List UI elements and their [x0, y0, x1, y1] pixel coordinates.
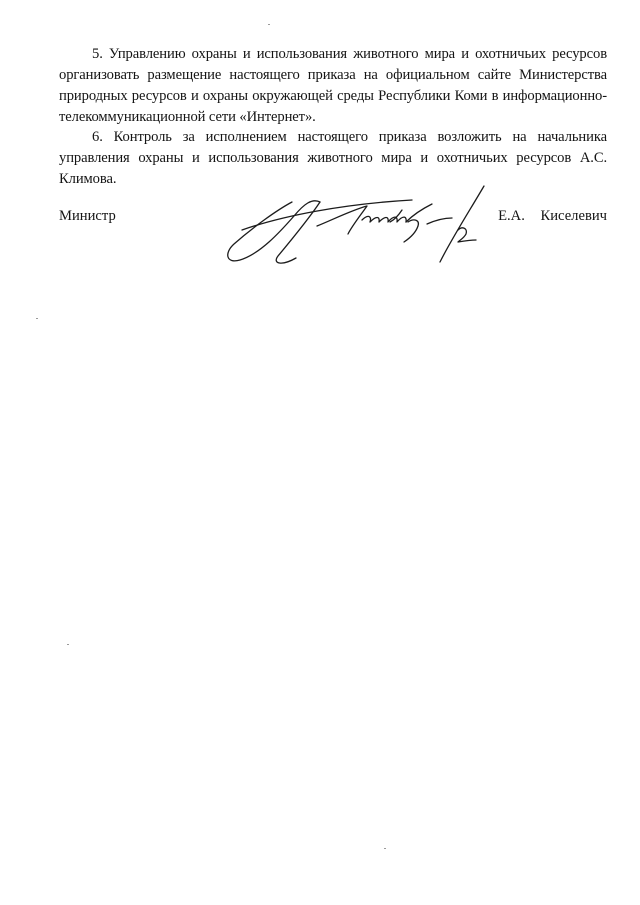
paragraph-6: 6. Контроль за исполнением настоящего приказа возложить на начальника управления охраны и использования животного мира и охотничьих ресурсов А.С. Климова.: [59, 129, 607, 187]
scan-speck: [268, 24, 270, 25]
scan-speck: [384, 848, 386, 849]
signatory-role: Министр: [59, 208, 116, 224]
paragraph-5: 5. Управлению охраны и использования животного мира и охотничьих ресурсов организовать размещение настоящего приказа на официальном сайте Министерства природных ресурсов и охраны окружающей среды Республики Коми в информационно-телекоммуникационной сети «Интернет».: [59, 46, 607, 125]
handwritten-signature: [222, 180, 492, 275]
signatory-name: Е.А. Киселевич: [498, 208, 607, 224]
scan-speck: [67, 644, 69, 645]
scan-speck: [36, 318, 38, 319]
